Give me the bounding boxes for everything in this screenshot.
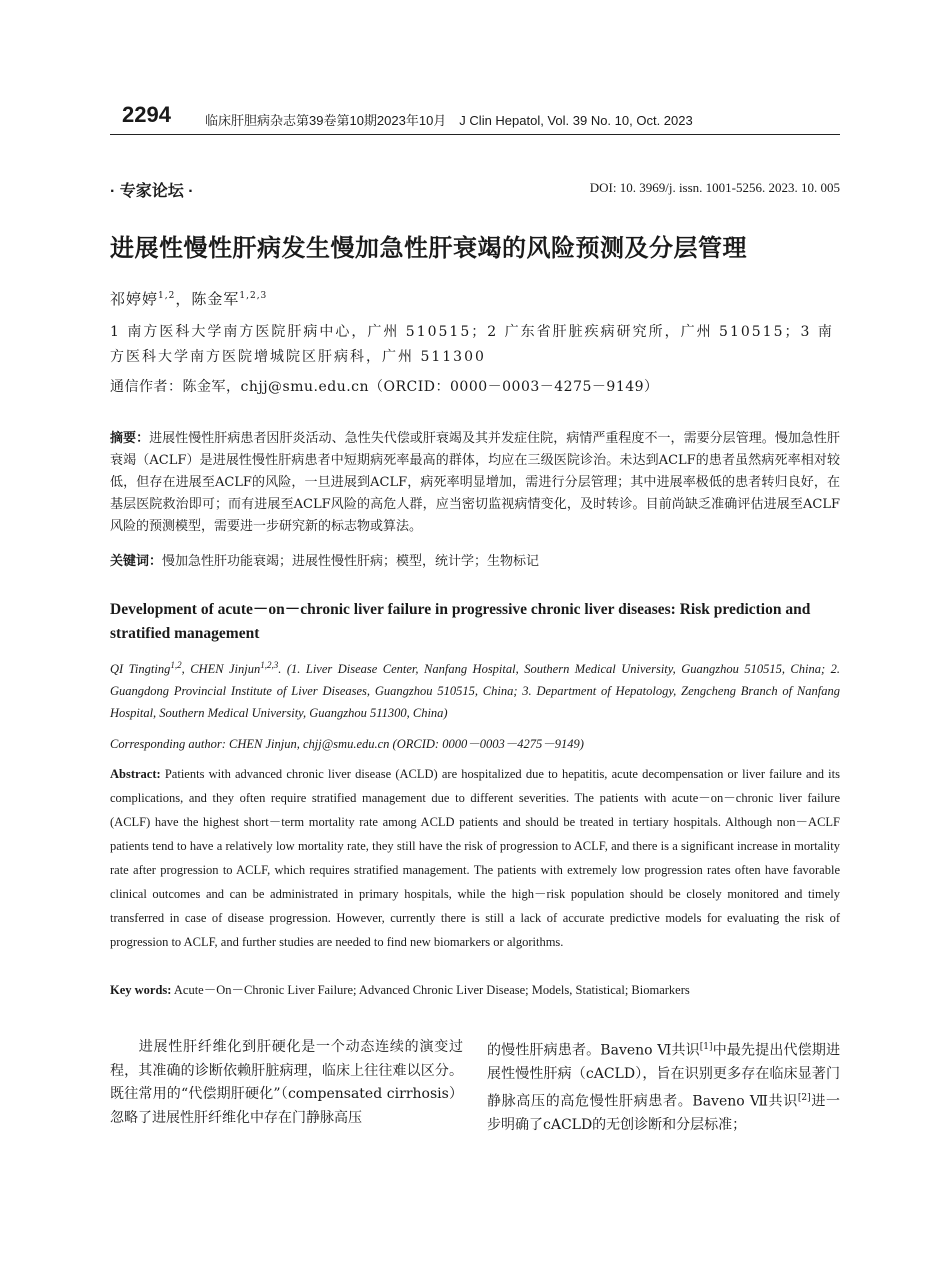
abstract-text-cn: 进展性慢性肝病患者因肝炎活动、急性失代偿或肝衰竭及其并发症住院，病情严重程度不一，需要分层管理。慢加急性肝衰竭（ACLF）是进展性慢性肝病患者中短期病死率最高的群体，均应在三级医院诊治。未达到ACLF的患者虽然病死率相对较低，但存在进展至ACLF的风险，一旦进展到ACLF，病死率明显增加，需进行分层管理；其中进展率极低的患者转归良好，在基层医院救治即可；而有进展至ACLF风险的高危人群，应当密切监视病情变化，及时转诊。目前尚缺乏准确评估进展至ACLF风险的预测模型，需要进一步研究新的标志物或算法。 — [110, 431, 840, 534]
author-separator: ， — [175, 290, 192, 308]
affiliations-chinese: 1 南方医科大学南方医院肝病中心，广州 510515；2 广东省肝脏疾病研究所，广州 510515；3 南方医科大学南方医院增城院区肝病科，广州 511300 — [110, 324, 834, 365]
keywords-english — [110, 980, 840, 998]
author-en-2-affil: 1,2,3 — [260, 660, 279, 670]
section-row — [110, 178, 840, 200]
reference-1[interactable]: [1] — [699, 1042, 713, 1052]
reference-2[interactable]: [2] — [797, 1092, 811, 1103]
abstract-english — [110, 762, 840, 954]
author-1-name: 祁婷婷 — [110, 290, 159, 308]
authors-chinese — [110, 288, 267, 309]
author-en-1: QI Tingting — [110, 662, 171, 677]
keywords-text-en: Acute－On－Chronic Liver Failure; Advanced Chronic Liver Disease; Models, Statistical; Biomarkers — [171, 983, 690, 997]
title-chinese: 进展性慢性肝病发生慢加急性肝衰竭的风险预测及分层管理 — [110, 233, 747, 262]
authors-english: QI Tingting$^{1,2}$, CHEN Jinjun$^{1,2,3}$. (1. Liver Disease Center, Nanfang Hospital, Southern Medical University, Guangzhou 510515, China; 2. Guangdong Provincial Institute of Liver Diseases, Guangzhou 510515, China; 3. Department of Hepatology, Zengcheng Branch of Nanfang Hospital, Southern Medical University, Guangzhou 511300, China) — [110, 660, 840, 721]
keywords-text-cn: 慢加急性肝功能衰竭；进展性慢性肝病；模型，统计学；生物标记 — [162, 554, 540, 569]
author-1-affil: 1,2 — [158, 291, 176, 301]
author-2-name: 陈金军 — [191, 290, 240, 308]
title-english: Development of acute－on－chronic liver failure in progressive chronic liver diseases: Risk prediction and stratified management — [110, 601, 811, 642]
abstract-chinese — [110, 428, 840, 538]
abstract-label-en: Abstract: — [110, 767, 161, 781]
journal-citation: 临床肝胆病杂志第39卷第10期2023年10月 J Clin Hepatol, Vol. 39 No. 10, Oct. 2023 — [205, 113, 693, 128]
body-text-right-3: 进一步明确了cACLD的无创诊断和分层标准； — [487, 1093, 841, 1133]
body-text-right-2: 中最先提出代偿期进展性慢性肝病（cACLD），旨在识别更多存在临床显著门静脉高压的高危慢性肝病患者。Baveno Ⅶ共识 — [487, 1042, 841, 1110]
keywords-label-cn: 关键词： — [110, 554, 163, 569]
author-en-1-affil: 1,2 — [170, 660, 182, 670]
corresponding-author-chinese: 通信作者：陈金军，chjj@smu.edu.cn（ORCID：0000－0003－4275－9149） — [110, 379, 659, 395]
body-text-left: 进展性肝纤维化到肝硬化是一个动态连续的演变过程，其准确的诊断依赖肝脏病理，临床上往往难以区分。既往常用的“代偿期肝硬化”（compensated cirrhosis）忽略了进展性肝纤维化中存在门静脉高压 — [110, 1039, 463, 1126]
doi: DOI: 10. 3969/j. issn. 1001-5256. 2023. 10. 005 — [589, 180, 840, 195]
author-2-affil: 1,2,3 — [239, 291, 268, 301]
keywords-chinese — [110, 550, 840, 569]
page-number: 2294 — [122, 102, 171, 127]
abstract-label-cn: 摘要： — [110, 431, 150, 446]
corresponding-author-english: Corresponding author: CHEN Jinjun, chjj@smu.edu.cn (ORCID: 0000－0003－4275－9149) — [110, 737, 584, 751]
running-header — [110, 102, 840, 135]
body-text-right-1: 的慢性肝病患者。Baveno Ⅵ共识 — [487, 1042, 700, 1059]
abstract-text-en: Patients with advanced chronic liver disease (ACLD) are hospitalized due to hepatitis, acute decompensation or liver failure and its complications, and they often require stratified management due to different severities. The patients with acute－on－chronic liver failure (ACLF) have the highest short－term mortality rate among ACLD patients and should be treated in tertiary hospitals. Although non－ACLF patients tend to have a relatively low mortality rate, they still have the risk of progression to ACLF, and there is a significant increase in mortality rate after progression to ACLF, which requires stratified management. The patients with extremely low progression rates often have favorable clinical outcomes and can be administrated in primary hospitals, while the high－risk population should be closely monitored and timely transferred in case of disease progression. However, currently there is still a lack of accurate predictive models for evaluating the risk of progression to ACLF, and further studies are needed to find new biomarkers or algorithms. — [110, 767, 840, 949]
affiliations-english: . (1. Liver Disease Center, Nanfang Hospital, Southern Medical University, Guangzhou 510515, China; 2. Guangdong Provincial Institute of Liver Diseases, Guangzhou 510515, China; 3. Department of Hepatology, Zengcheng Branch of Nanfang Hospital, Southern Medical University, Guangzhou 511300, China) — [110, 662, 840, 721]
keywords-label-en: Key words: — [110, 983, 172, 997]
body-column-left — [110, 1036, 463, 1130]
body-column-right — [487, 1036, 840, 1137]
section-label: · 专家论坛 · — [110, 183, 194, 200]
author-en-2: CHEN Jinjun — [190, 662, 261, 677]
